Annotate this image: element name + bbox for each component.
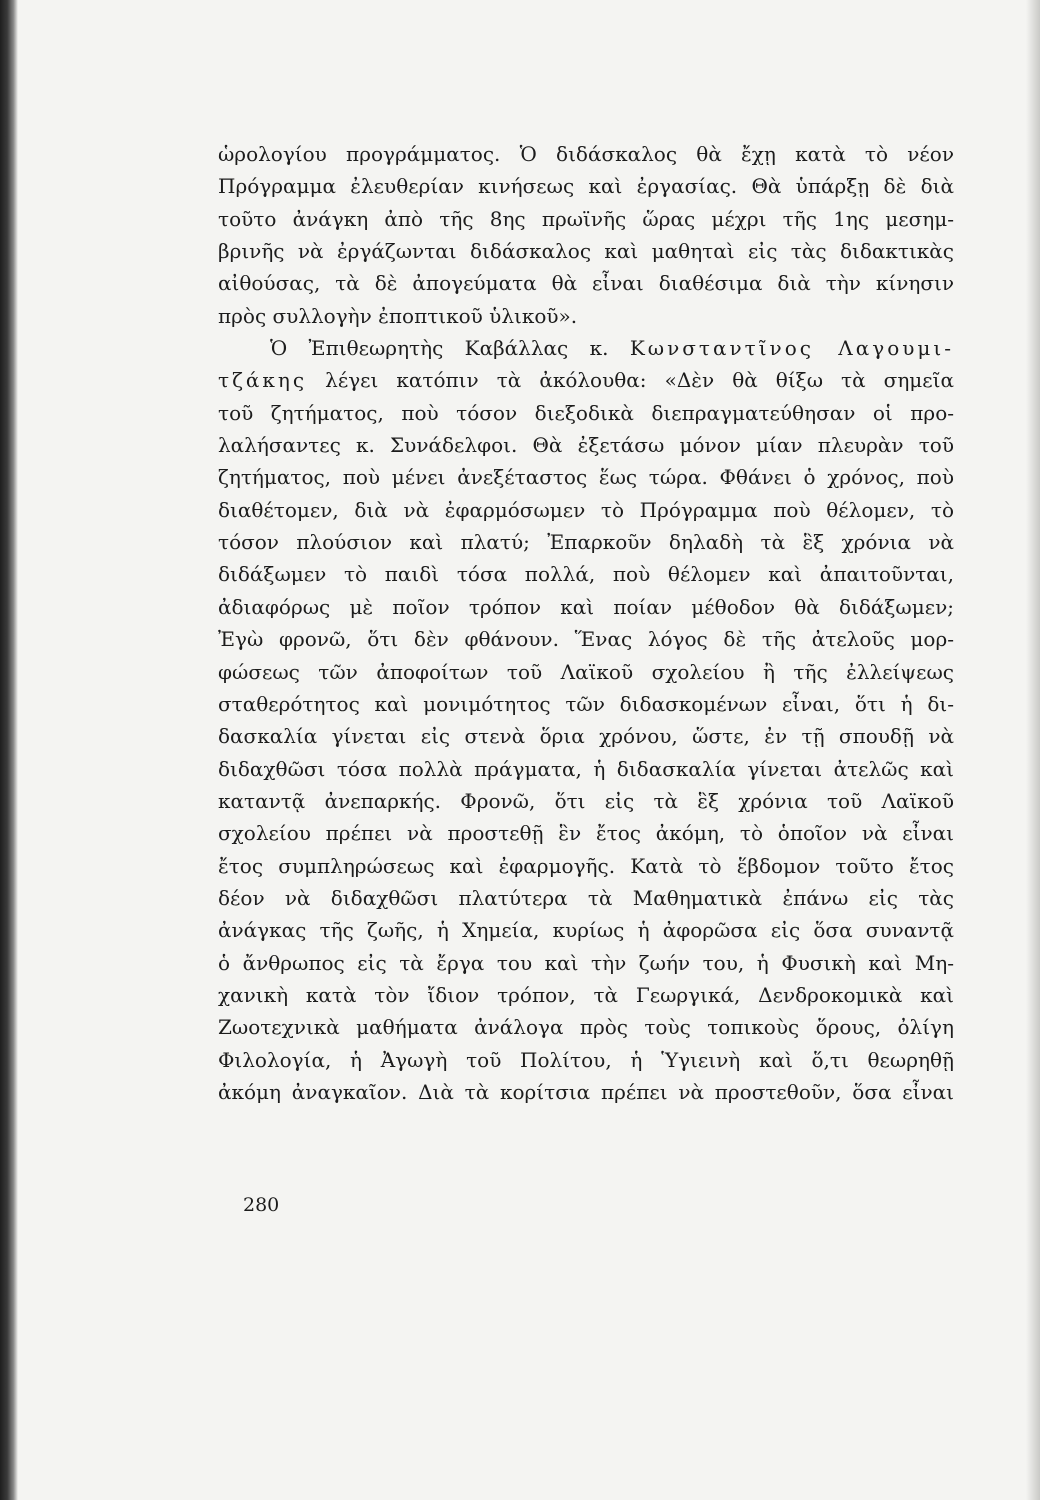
page-number: 280: [243, 1194, 280, 1216]
text-line: δέον νὰ διδαχθῶσι πλατύτερα τὰ Μαθηματικὰ ἐπάνω εἰς τὰς: [218, 885, 954, 910]
text-line: ζητήματος, ποὺ μένει ἀνεξέταστος ἕως τώρα. Φθάνει ὁ χρόνος, ποὺ: [218, 465, 954, 490]
body-text: [218, 138, 954, 1108]
text-line: Φιλολογία, ἡ Ἀγωγὴ τοῦ Πολίτου, ἡ Ὑγιεινὴ καὶ ὅ,τι θεωρηθῇ: [218, 1047, 954, 1072]
text-line: χανικὴ κατὰ τὸν ἴδιον τρόπον, τὰ Γεωργικά, Δενδροκομικὰ καὶ: [218, 982, 954, 1007]
text-line: [218, 364, 954, 396]
text-line: βρινῆς νὰ ἐργάζωνται διδάσκαλος καὶ μαθηταὶ εἰς τὰς διδακτικὰς: [218, 239, 954, 264]
text-line: ὡρολογίου προγράμματος. Ὁ διδάσκαλος θὰ ἔχῃ κατὰ τὸ νέον: [218, 142, 954, 166]
text-line: ἔτος συμπληρώσεως καὶ ἐφαρμογῆς. Κατὰ τὸ ἕβδομον τοῦτο ἔτος: [218, 853, 954, 878]
text-line: διδάξωμεν τὸ παιδὶ τόσα πολλά, ποὺ θέλομεν καὶ ἀπαιτοῦνται,: [218, 562, 954, 587]
text-segment: Ὁ Ἐπιθεωρητὴς Καβάλλας κ.: [270, 336, 609, 361]
text-line: ὁ ἄνθρωπος εἰς τὰ ἔργα του καὶ τὴν ζωήν του, ἡ Φυσικὴ καὶ Μη-: [218, 950, 954, 975]
text-line: αἰθούσας, τὰ δὲ ἀπογεύματα θὰ εἶναι διαθέσιμα διὰ τὴν κίνησιν: [218, 271, 954, 296]
text-line: τοῦ ζητήματος, ποὺ τόσον διεξοδικὰ διεπραγματεύθησαν οἱ προ-: [218, 400, 954, 425]
text-line: πρὸς συλλογὴν ἐποπτικοῦ ὑλικοῦ».: [218, 303, 578, 328]
text-line: σχολείου πρέπει νὰ προστεθῇ ἓν ἔτος ἀκόμη, τὸ ὁποῖον νὰ εἶναι: [218, 821, 954, 846]
text-line: διαθέτομεν, διὰ νὰ ἐφαρμόσωμεν τὸ Πρόγραμμα ποὺ θέλομεν, τὸ: [218, 497, 954, 522]
text-line: σταθερότητος καὶ μονιμότητος τῶν διδασκομένων εἶναι, ὅτι ἡ δι-: [218, 691, 954, 716]
text-line: δασκαλία γίνεται εἰς στενὰ ὅρια χρόνου, ὥστε, ἐν τῇ σπουδῇ νὰ: [218, 724, 954, 749]
text-line: λαλήσαντες κ. Συνάδελφοι. Θὰ ἐξετάσω μόνον μίαν πλευρὰν τοῦ: [218, 433, 954, 458]
text-line: Ζωοτεχνικὰ μαθήματα ἀνάλογα πρὸς τοὺς τοπικοὺς ὅρους, ὀλίγη: [218, 1015, 954, 1040]
spaced-name: τζάκης: [218, 368, 308, 393]
text-line: τοῦτο ἀνάγκη ἀπὸ τῆς 8ης πρωϊνῆς ὥρας μέχρι τῆς 1ης μεσημ-: [218, 206, 954, 231]
text-segment: λέγει κατόπιν τὰ ἀκόλουθα: «Δὲν θὰ θίξω τὰ σημεῖα: [325, 368, 955, 393]
text-line: φώσεως τῶν ἀποφοίτων τοῦ Λαϊκοῦ σχολείου ἢ τῆς ἐλλείψεως: [218, 659, 954, 684]
text-line: ἀνάγκας τῆς ζωῆς, ἡ Χημεία, κυρίως ἡ ἀφορῶσα εἰς ὅσα συναντᾷ: [218, 918, 954, 943]
text-line: καταντᾷ ἀνεπαρκής. Φρονῶ, ὅτι εἰς τὰ ἓξ χρόνια τοῦ Λαϊκοῦ: [218, 788, 954, 813]
spaced-name: Κωνσταντῖνος Λαγουμι-: [629, 336, 955, 361]
text-line: ἀδιαφόρως μὲ ποῖον τρόπον καὶ ποίαν μέθοδον θὰ διδάξωμεν;: [218, 594, 954, 619]
text-line: τόσον πλούσιον καὶ πλατύ; Ἐπαρκοῦν δηλαδὴ τὰ ἓξ χρόνια νὰ: [218, 530, 954, 555]
text-line: Πρόγραμμα ἐλευθερίαν κινήσεως καὶ ἐργασίας. Θὰ ὑπάρξῃ δὲ διὰ: [218, 174, 954, 199]
text-line: Ἐγὼ φρονῶ, ὅτι δὲν φθάνουν. Ἕνας λόγος δὲ τῆς ἀτελοῦς μορ-: [218, 627, 954, 652]
text-line: [218, 332, 954, 364]
text-line: ἀκόμη ἀναγκαῖον. Διὰ τὰ κορίτσια πρέπει νὰ προστεθοῦν, ὅσα εἶναι: [218, 1079, 954, 1104]
text-line: διδαχθῶσι τόσα πολλὰ πράγματα, ἡ διδασκαλία γίνεται ἀτελῶς καὶ: [218, 756, 954, 781]
